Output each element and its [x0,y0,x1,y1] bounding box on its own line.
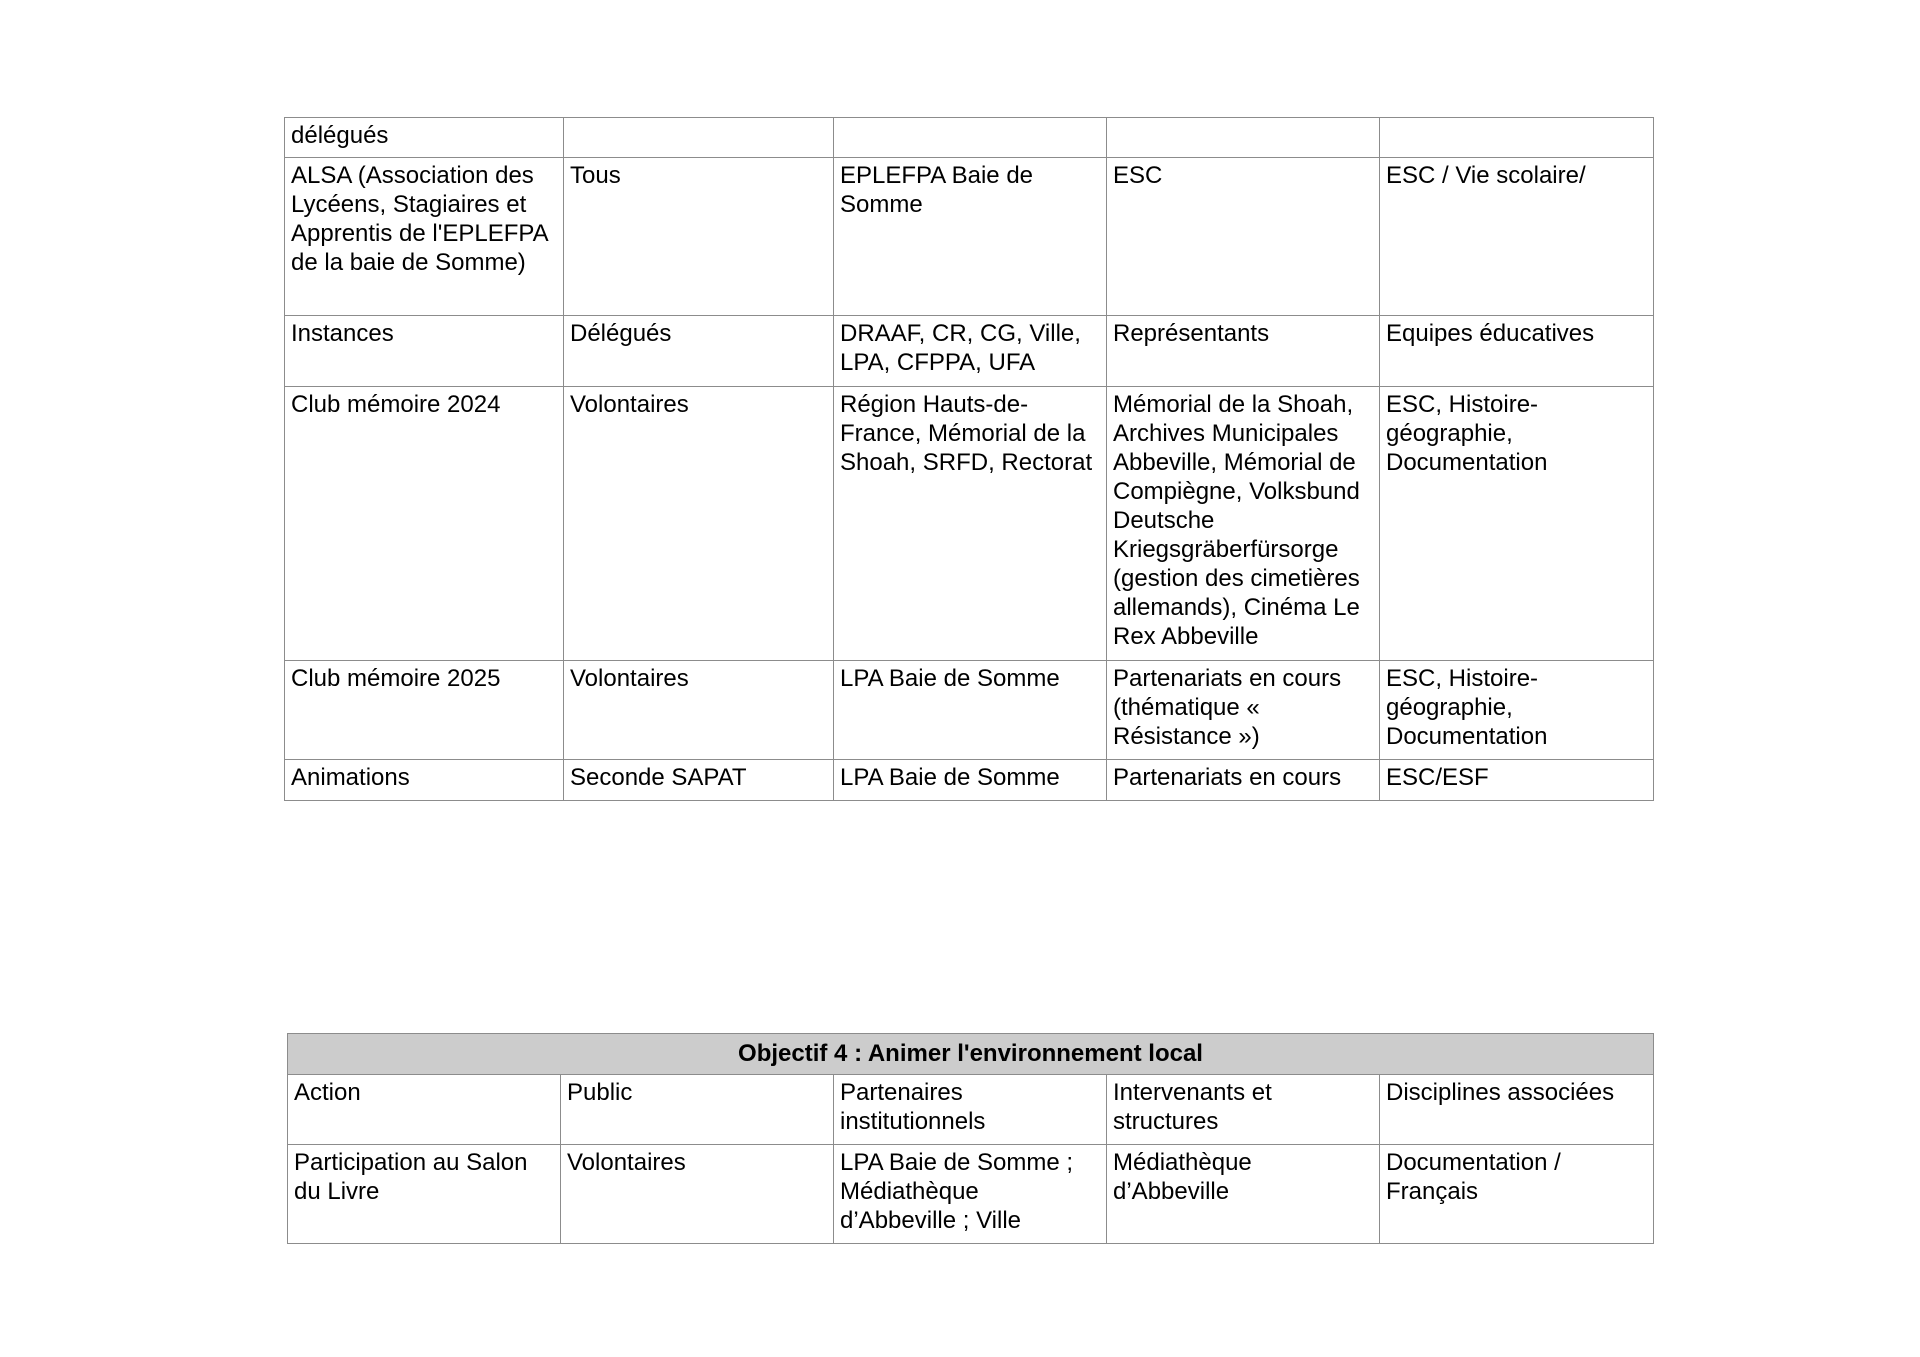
cell-public: Volontaires [564,387,834,661]
column-header-institutional-partners: Partenaires institutionnels [834,1075,1107,1145]
cell-speakers-structures: Médiathèque d’Abbeville [1107,1145,1380,1244]
partnership-table-continued [284,117,1654,801]
cell-institutional-partners: LPA Baie de Somme ; Médiathèque d’Abbeville ; Ville [834,1145,1107,1244]
cell-institutional-partners: LPA Baie de Somme [834,661,1107,760]
table-row [285,158,1654,316]
table-row [285,760,1654,801]
cell-disciplines: Documentation / Français [1380,1145,1654,1244]
table-row [285,387,1654,661]
cell-action: Participation au Salon du Livre [288,1145,561,1244]
cell-disciplines: Equipes éducatives [1380,316,1654,387]
cell-action: Club mémoire 2024 [285,387,564,661]
cell-action: ALSA (Association des Lycéens, Stagiaires et Apprentis de l'EPLEFPA de la baie de Somme) [285,158,564,316]
table-title-row [288,1034,1654,1075]
cell-action: délégués [285,118,564,158]
cell-speakers-structures: Partenariats en cours [1107,760,1380,801]
cell-public: Délégués [564,316,834,387]
cell-institutional-partners: Région Hauts-de-France, Mémorial de la Shoah, SRFD, Rectorat [834,387,1107,661]
table-row [285,316,1654,387]
cell-public: Volontaires [564,661,834,760]
cell-disciplines [1380,118,1654,158]
column-header-disciplines: Disciplines associées [1380,1075,1654,1145]
column-header-public: Public [561,1075,834,1145]
cell-action: Club mémoire 2025 [285,661,564,760]
column-header-action: Action [288,1075,561,1145]
cell-institutional-partners: DRAAF, CR, CG, Ville, LPA, CFPPA, UFA [834,316,1107,387]
objective-title: Objectif 4 : Animer l'environnement local [288,1034,1654,1075]
cell-institutional-partners: EPLEFPA Baie de Somme [834,158,1107,316]
cell-action: Animations [285,760,564,801]
cell-speakers-structures [1107,118,1380,158]
cell-action: Instances [285,316,564,387]
cell-speakers-structures: Partenariats en cours (thématique « Résistance ») [1107,661,1380,760]
objective-4-table [287,1033,1654,1244]
cell-disciplines: ESC, Histoire-géographie, Documentation [1380,661,1654,760]
cell-disciplines: ESC/ESF [1380,760,1654,801]
cell-speakers-structures: Représentants [1107,316,1380,387]
cell-speakers-structures: ESC [1107,158,1380,316]
table-row [285,118,1654,158]
cell-institutional-partners: LPA Baie de Somme [834,760,1107,801]
cell-disciplines: ESC, Histoire-géographie, Documentation [1380,387,1654,661]
cell-public: Seconde SAPAT [564,760,834,801]
cell-disciplines: ESC / Vie scolaire/ [1380,158,1654,316]
cell-public [564,118,834,158]
table-row [288,1145,1654,1244]
table-header-row [288,1075,1654,1145]
cell-speakers-structures: Mémorial de la Shoah, Archives Municipales Abbeville, Mémorial de Compiègne, Volksbund Deutsche Kriegsgräberfürsorge (gestion des cimetières allemands), Cinéma Le Rex Abbeville [1107,387,1380,661]
cell-institutional-partners [834,118,1107,158]
column-header-speakers-structures: Intervenants et structures [1107,1075,1380,1145]
table-row [285,661,1654,760]
cell-public: Volontaires [561,1145,834,1244]
cell-public: Tous [564,158,834,316]
